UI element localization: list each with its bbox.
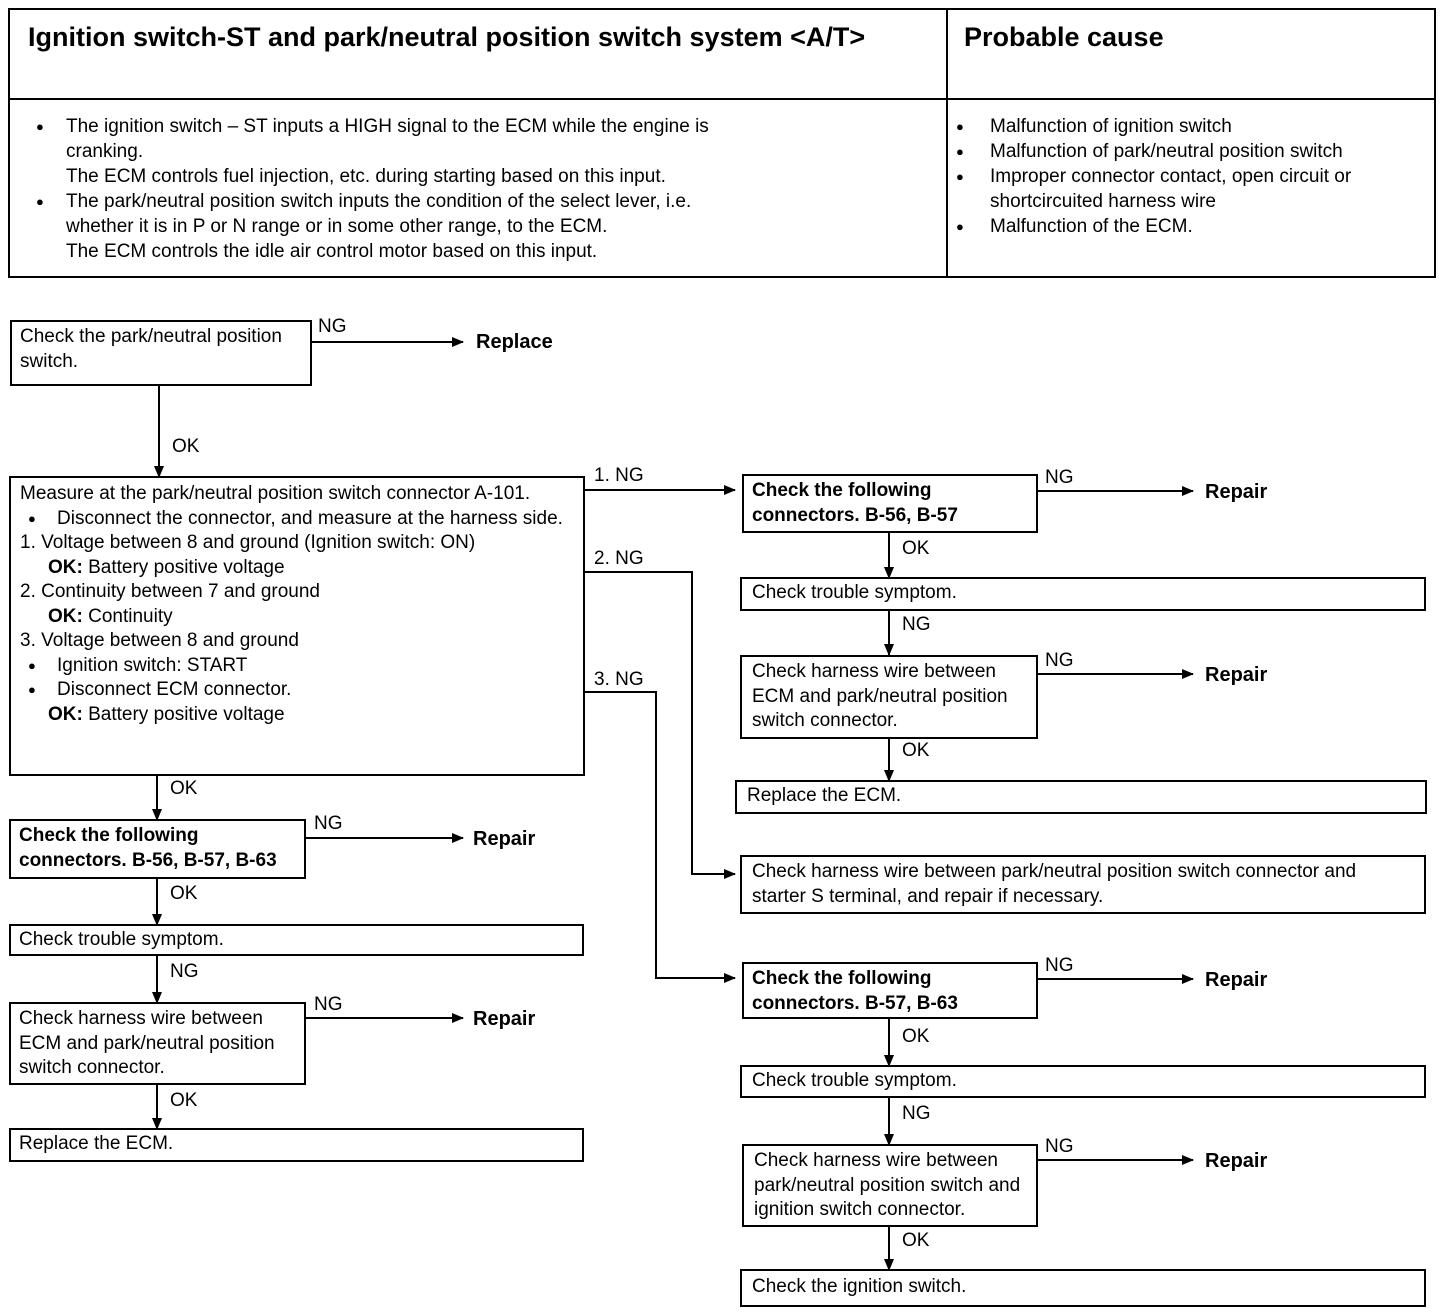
check-ign-switch-text: Check the ignition switch. — [752, 1276, 967, 1297]
label-ok: OK — [902, 538, 930, 559]
check-harness-ign-box — [742, 1144, 1038, 1227]
check-symptom-c-text: Check trouble symptom. — [752, 1070, 957, 1091]
measure-item2: 2. Continuity between 7 and ground — [20, 581, 320, 602]
label-ok: OK — [902, 1026, 930, 1047]
label-ng: NG — [902, 1103, 931, 1124]
check-pn-switch-box — [10, 320, 312, 386]
label-ng: NG — [1045, 955, 1074, 976]
label-ok: OK — [170, 1090, 198, 1111]
cause-item: ● Malfunction of ignition switch — [948, 114, 1425, 139]
check-symptom-c-box — [740, 1065, 1426, 1098]
check-conn-b-text: Check the following connectors. B-56, B-57 — [752, 480, 958, 526]
label-ok: OK — [902, 1230, 930, 1251]
check-harness-ecm-a-text: Check harness wire between ECM and park/neutral position switch connector. — [19, 1008, 275, 1078]
check-pn-switch-text: Check the park/neutral position switch. — [20, 326, 282, 372]
replace-ecm-b-text: Replace the ECM. — [747, 785, 902, 806]
label-2ng: 2. NG — [594, 548, 644, 569]
measure-item1-ok: Battery positive voltage — [88, 556, 285, 578]
label-ng: NG — [314, 994, 343, 1015]
measure-bullet3: ● Disconnect ECM connector. — [20, 678, 574, 703]
measure-line1: Measure at the park/neutral position switch connector A-101. — [20, 483, 531, 504]
check-harness-ecm-a-box — [9, 1002, 306, 1085]
label-3ng: 3. NG — [594, 669, 644, 690]
action-replace: Replace — [476, 331, 553, 353]
replace-ecm-a-box — [9, 1128, 584, 1162]
cause-item: ● Malfunction of the ECM. — [948, 214, 1425, 239]
check-harness-ecm-b-box — [740, 655, 1038, 739]
label-ng: NG — [902, 614, 931, 635]
cause-item: ● Improper connector contact, open circuit or shortcircuited harness wire — [948, 164, 1425, 214]
label-ng: NG — [318, 316, 347, 337]
header-left-title: Ignition switch-ST and park/neutral position switch system <A/T> — [28, 22, 866, 52]
check-conn-b-box — [742, 474, 1038, 533]
label-ok: OK — [902, 740, 930, 761]
ok-label: OK: — [48, 703, 83, 725]
action-repair: Repair — [473, 1008, 536, 1030]
label-ok: OK — [170, 778, 198, 799]
arrow-3ng — [585, 692, 735, 978]
label-ng: NG — [1045, 650, 1074, 671]
label-ng: NG — [314, 813, 343, 834]
description-line: The ECM controls the idle air control motor based on this input. — [66, 241, 598, 262]
ok-label: OK: — [48, 556, 83, 578]
ok-label: OK: — [48, 605, 83, 627]
check-symptom-a-text: Check trouble symptom. — [19, 929, 224, 950]
check-harness-ign-text: Check harness wire between park/neutral position switch and ignition switch connector. — [754, 1150, 1021, 1220]
description-line: ● The ignition switch – ST inputs a HIGH signal to the ECM while the engine is cranking. — [28, 114, 764, 164]
action-repair: Repair — [1205, 969, 1268, 991]
action-repair: Repair — [473, 828, 536, 850]
check-symptom-b-box — [740, 577, 1426, 611]
measure-item2-ok: Continuity — [88, 605, 173, 627]
check-conn-a-box — [9, 819, 306, 879]
arrow-2ng — [585, 572, 735, 874]
label-ng: NG — [1045, 467, 1074, 488]
check-harness-starter-text: Check harness wire between park/neutral position switch connector and starter S terminal, and repair if necessary. — [752, 861, 1357, 907]
action-repair: Repair — [1205, 664, 1268, 686]
action-repair: Repair — [1205, 481, 1268, 503]
check-symptom-a-box — [9, 924, 584, 956]
check-conn-a-text: Check the following connectors. B-56, B-57, B-63 — [19, 825, 277, 871]
cause-item: ● Malfunction of park/neutral position switch — [948, 139, 1425, 164]
label-1ng: 1. NG — [594, 465, 644, 486]
measure-item3: 3. Voltage between 8 and ground — [20, 630, 299, 651]
measure-box — [9, 476, 585, 776]
measure-item1: 1. Voltage between 8 and ground (Ignition switch: ON) — [20, 532, 476, 553]
check-conn-c-text: Check the following connectors. B-57, B-63 — [752, 968, 958, 1014]
label-ok: OK — [172, 436, 200, 457]
check-harness-starter-box — [740, 855, 1426, 914]
replace-ecm-b-box — [735, 780, 1427, 814]
replace-ecm-a-text: Replace the ECM. — [19, 1133, 174, 1154]
action-repair: Repair — [1205, 1150, 1268, 1172]
label-ok: OK — [170, 883, 198, 904]
label-ng: NG — [170, 961, 199, 982]
header-right-title: Probable cause — [964, 22, 1164, 52]
measure-item3-ok: Battery positive voltage — [88, 703, 285, 725]
measure-bullet2: ● Ignition switch: START — [20, 654, 574, 679]
check-harness-ecm-b-text: Check harness wire between ECM and park/neutral position switch connector. — [752, 661, 1008, 731]
check-ign-switch-box — [740, 1269, 1426, 1307]
description-line: The ECM controls fuel injection, etc. during starting based on this input. — [66, 166, 666, 187]
label-ng: NG — [1045, 1136, 1074, 1157]
check-symptom-b-text: Check trouble symptom. — [752, 582, 957, 603]
description-line: ● The park/neutral position switch inputs the condition of the select lever, i.e. whether it is in P or N range or in some other range, to the ECM. — [28, 189, 764, 239]
measure-bullet1: ● Disconnect the connector, and measure at the harness side. — [20, 507, 574, 532]
check-conn-c-box — [742, 962, 1038, 1019]
